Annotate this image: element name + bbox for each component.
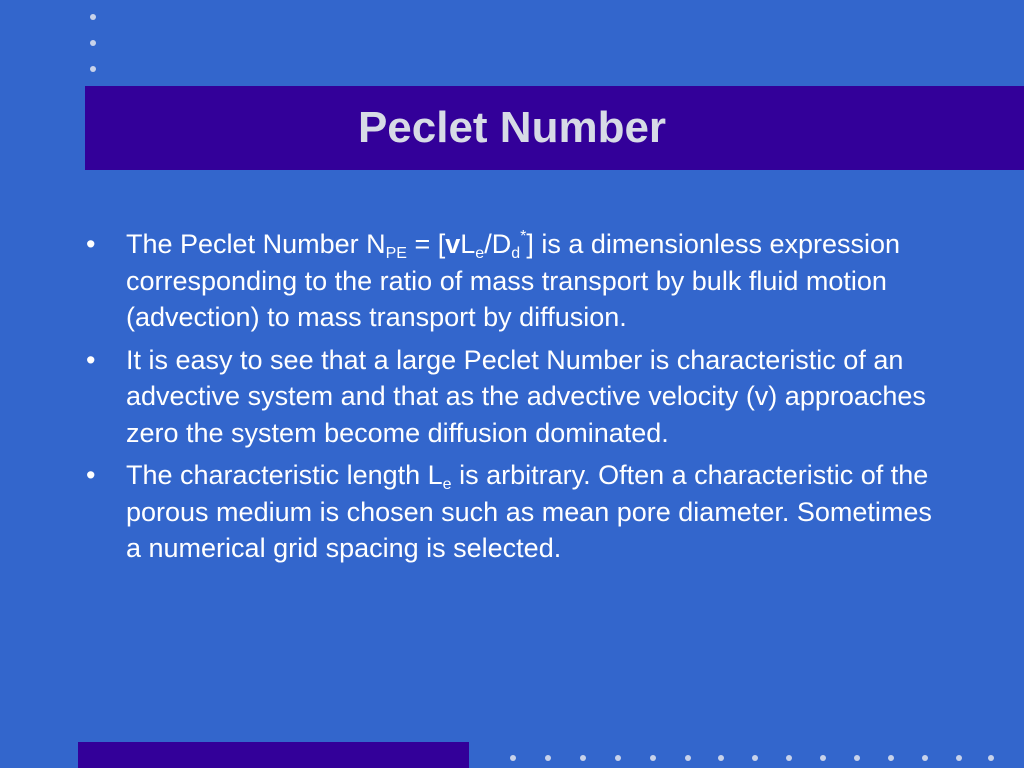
decor-dot — [718, 755, 724, 761]
bullet-item — [86, 342, 946, 452]
bullet-text: The Peclet Number $N_{PE} = [vL_e/D_d^*]$ is a dimensionless expression corresponding to the ratio of mass transport by bulk fluid motion (advection) to mass transport by diffusion. — [126, 228, 901, 332]
bottom-bar — [78, 742, 469, 768]
decor-dot — [685, 755, 691, 761]
decor-dot — [888, 755, 894, 761]
decor-dot — [922, 755, 928, 761]
decor-dot — [615, 755, 621, 761]
decor-dot — [90, 40, 96, 46]
slide-title: Peclet Number — [357, 103, 667, 152]
bullet-marker: • — [86, 460, 96, 490]
decor-dot — [956, 755, 962, 761]
decor-dot — [580, 755, 586, 761]
decor-dot — [988, 755, 994, 761]
bullet-text: The characteristic length $L_e$ is arbitrary. Often a characteristic of the porous medium is chosen such as mean pore diameter. Sometimes a numerical grid spacing is selected. — [126, 460, 932, 563]
decor-dot — [510, 755, 516, 761]
decor-dot — [90, 14, 96, 20]
title-bar — [85, 86, 1024, 170]
decor-dot — [752, 755, 758, 761]
bullet-item — [86, 226, 946, 336]
bullet-list — [86, 226, 946, 573]
decor-dot — [90, 66, 96, 72]
bullet-text: It is easy to see that a large Peclet Number is characteristic of an advective system and that as the advective velocity (v) approaches zero the system become diffusion dominated. — [126, 344, 926, 448]
bullet-item — [86, 457, 946, 567]
decor-dot — [650, 755, 656, 761]
bullet-marker: • — [86, 344, 96, 375]
decor-dot — [786, 755, 792, 761]
bullet-marker: • — [86, 229, 96, 259]
decor-dot — [854, 755, 860, 761]
decor-dot — [545, 755, 551, 761]
decor-dot — [820, 755, 826, 761]
